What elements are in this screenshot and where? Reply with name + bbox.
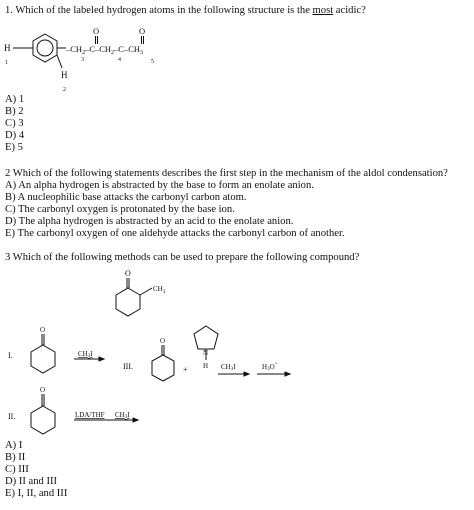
label-3: 3 (81, 57, 84, 63)
label-5: 5 (151, 59, 154, 65)
target-cyclohexane (116, 288, 140, 316)
target-methyl: $CH_3$ (153, 285, 166, 295)
method-3-label: III. (123, 362, 133, 371)
aromatic-circle (37, 40, 53, 56)
pyrrolidine-hydrogen: H (203, 362, 209, 370)
method-1-cyclohexanone (31, 345, 55, 373)
q3-option-c[interactable]: C) III (5, 464, 29, 475)
q2-option-d[interactable]: D) The alpha hydrogen is abstracted by an acid to the enolate anion. (5, 216, 294, 227)
q2-option-a[interactable]: A) An alpha hydrogen is abstracted by the base to form an enolate anion. (5, 180, 314, 191)
label-4: 4 (118, 57, 121, 63)
label-2: 2 (63, 87, 66, 93)
method-3-arrowhead-1 (244, 372, 249, 376)
method-1-arrowhead (99, 357, 104, 361)
carbonyl-1-oxygen: O (93, 26, 100, 36)
method-2-cyclohexanone (31, 406, 55, 434)
hydrogen-1: H (4, 43, 11, 53)
label-1: 1 (5, 60, 8, 66)
method-3-oxygen: O (160, 337, 166, 345)
method-3-arrowhead-2 (285, 372, 290, 376)
method-2-arrowhead (133, 418, 138, 422)
q2-option-e[interactable]: E) The carbonyl oxygen of one aldehyde attacks the carbonyl carbon of another. (5, 228, 345, 239)
method-2-reagent-2: CH3I (115, 411, 130, 420)
chain-ch2-a: $-CH_2-C-CH_2-C-CH_3$ (66, 44, 144, 56)
q3-option-a[interactable]: A) I (5, 440, 23, 451)
q3-option-d[interactable]: D) II and III (5, 476, 58, 487)
method-1-label: I. (8, 351, 13, 360)
q2-option-c[interactable]: C) The carbonyl oxygen is protonated by the base ion. (5, 204, 235, 215)
method-3-structure (152, 326, 290, 381)
hydrogen-2: H (61, 70, 68, 80)
q1-option-a[interactable]: A) 1 (5, 94, 25, 105)
q3-option-b[interactable]: B) II (5, 452, 26, 463)
plus-sign: + (183, 365, 188, 374)
method-1-structure (31, 334, 104, 373)
target-methyl-bond (140, 288, 152, 295)
q1-option-e[interactable]: E) 5 (5, 142, 23, 153)
method-3-reagent-1: CH3I (221, 363, 236, 372)
target-oxygen: O (125, 269, 131, 278)
question-1-suffix: acidic? (333, 5, 366, 16)
question-1-prefix: 1. Which of the labeled hydrogen atoms in the following structure is the (5, 5, 313, 16)
method-2-oxygen: O (40, 386, 46, 394)
method-2-label: II. (8, 412, 16, 421)
method-3-reagent-2: H3O+ (262, 362, 278, 372)
method-1-reagent: CH3I (78, 350, 93, 359)
q2-option-b[interactable]: B) A nucleophilic base attacks the carbonyl carbon atom. (5, 192, 247, 203)
q1-option-b[interactable]: B) 2 (5, 106, 24, 117)
question-1-emphasis: most (312, 5, 334, 16)
pyrrolidine-ring (194, 326, 218, 349)
method-1-oxygen: O (40, 326, 46, 334)
target-compound (116, 278, 152, 316)
q3-option-e[interactable]: E) I, II, and III (5, 488, 68, 499)
question-2-text: 2 Which of the following statements describes the first step in the mechanism of the aldol condensation? (5, 168, 448, 179)
pyrrolidine-nitrogen: N (203, 349, 209, 357)
carbonyl-2-oxygen: O (139, 26, 146, 36)
question-3-text: 3 Which of the following methods can be used to prepare the following compound? (5, 252, 360, 263)
method-3-cyclohexanone (152, 355, 174, 381)
q1-option-d[interactable]: D) 4 (5, 130, 25, 141)
q1-option-c[interactable]: C) 3 (5, 118, 24, 129)
method-2-reagent-1: LDA/THF (75, 411, 105, 419)
bond-h2 (57, 55, 62, 68)
